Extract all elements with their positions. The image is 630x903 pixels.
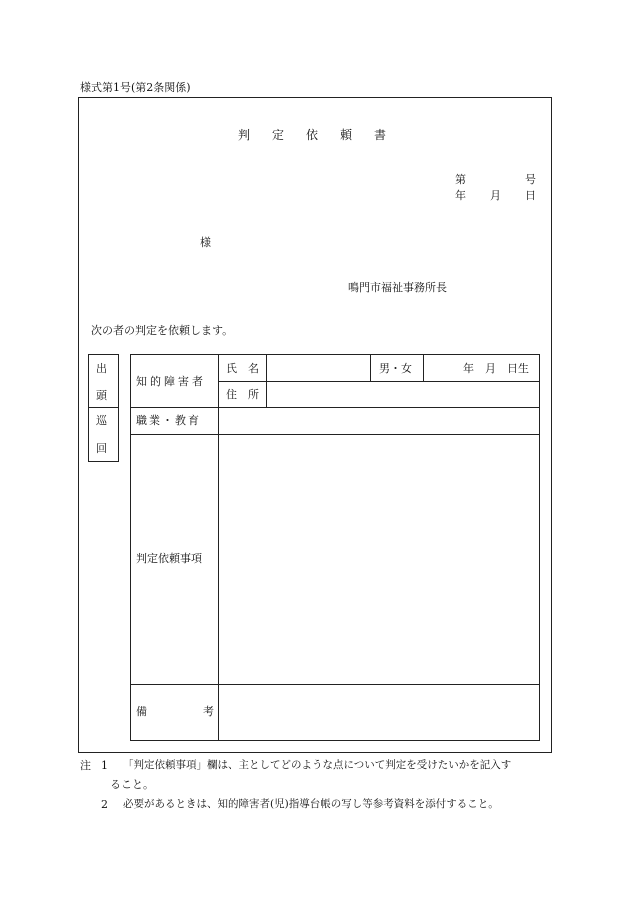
- note-1-line-1: 「判定依頼事項」欄は、主としてどのような点について判定を受けたいかを記入す: [123, 759, 512, 771]
- side-char-2: 頭: [96, 389, 107, 402]
- col-line-sublabel: [266, 354, 267, 407]
- note-1-number: 1: [101, 759, 108, 772]
- col-line-gender-right: [423, 354, 424, 381]
- person-label-text: 知的障害者: [136, 375, 206, 388]
- date-day: 日: [525, 189, 536, 202]
- row-line-remarks-top: [130, 684, 540, 685]
- sender-name: 鳴門市福祉事務所長: [348, 281, 447, 294]
- row-line-occupation-bottom: [130, 434, 540, 435]
- request-items-label: 判定依頼事項: [136, 552, 202, 565]
- note-1-line-2: ること。: [110, 778, 154, 791]
- appearance-box-divider: [88, 407, 119, 408]
- intro-text: 次の者の判定を依頼します。: [91, 324, 234, 337]
- document-number-suffix: 号: [525, 173, 536, 186]
- date-year: 年: [455, 189, 466, 202]
- form-label: 様式第1号(第2条関係): [80, 81, 191, 94]
- date-month: 月: [490, 189, 501, 202]
- col-line-label: [218, 354, 219, 741]
- occupation-label: 職業・教育: [136, 414, 201, 427]
- person-label: [136, 376, 212, 387]
- remarks-label: 備考: [136, 705, 270, 718]
- addressee-suffix: 様: [200, 236, 211, 249]
- side-char-4: 回: [96, 442, 107, 455]
- gender-field: 男・女: [379, 362, 412, 375]
- side-char-3: 巡: [96, 414, 107, 427]
- note-2-line-1: 必要があるときは、知的障害者(児)指導台帳の写し等参考資料を添付すること。: [123, 798, 499, 810]
- notes-label: 注: [80, 759, 91, 772]
- col-line-gender-left: [370, 354, 371, 381]
- document-number-prefix: 第: [455, 173, 466, 186]
- row-line-occupation-top: [130, 407, 540, 408]
- document-title: 判定依頼書: [238, 128, 409, 142]
- address-label: 住 所: [226, 388, 259, 401]
- birth-date-field: 年 月 日生: [463, 362, 529, 375]
- request-table: [130, 354, 540, 741]
- note-2-number: 2: [101, 798, 108, 811]
- side-char-1: 出: [96, 362, 107, 375]
- name-label: 氏 名: [226, 362, 259, 375]
